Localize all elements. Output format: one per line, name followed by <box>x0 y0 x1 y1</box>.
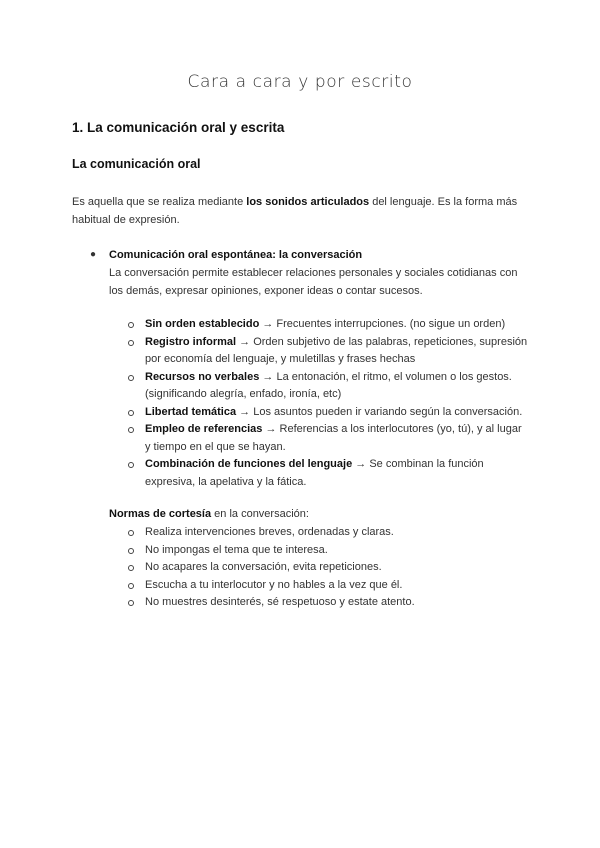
intro-text-pre: Es aquella que se realiza mediante <box>72 196 247 208</box>
list-item <box>90 542 530 560</box>
feature-term: Sin orden establecido <box>145 318 260 330</box>
circle-bullet-icon <box>128 427 134 433</box>
feature-desc: → Los asuntos pueden ir variando según la conversación. <box>236 405 523 418</box>
bullet-dot-icon: ● <box>90 249 97 260</box>
list-item <box>90 334 530 369</box>
intro-text-bold: los sonidos articulados <box>246 196 370 208</box>
circle-bullet-icon <box>128 322 134 328</box>
list-item <box>90 594 530 612</box>
intro-paragraph <box>72 193 530 229</box>
list-item <box>90 316 530 334</box>
bullet-text: La conversación permite establecer relaciones personales y sociales cotidianas con los demás, expresar opiniones, exponer ideas o contar sucesos. <box>109 267 518 297</box>
page-title: Cara a cara y por escrito <box>187 72 413 92</box>
feature-term: Recursos no verbales <box>145 370 260 383</box>
conversation-section <box>90 246 530 491</box>
norm-text: No impongas el tema que te interesa. <box>145 543 328 556</box>
list-item <box>90 456 530 491</box>
intro-text-post: del lenguaje. Es la forma más habitual de expresión. <box>72 196 518 226</box>
section-heading: 1. La comunicación oral y escrita <box>72 120 285 135</box>
circle-bullet-icon <box>128 600 134 606</box>
feature-term: Combinación de funciones del lenguaje <box>145 458 353 470</box>
norms-label-bold: Normas de cortesía <box>109 508 212 520</box>
circle-bullet-icon <box>128 462 134 468</box>
circle-bullet-icon <box>128 548 134 554</box>
circle-bullet-icon <box>128 375 134 381</box>
bullet-item <box>90 246 530 300</box>
bullet-title: Comunicación oral espontánea: la conversación <box>109 249 363 261</box>
feature-desc: → La entonación, el ritmo, el volumen o los gestos. (significando alegría, enfado, ironía, etc) <box>145 370 512 400</box>
list-item <box>90 559 530 577</box>
list-item <box>90 524 530 542</box>
features-list <box>90 316 530 491</box>
feature-term: Registro informal <box>145 335 237 348</box>
feature-desc: → Se combinan la función expresiva, la apelativa y la fática. <box>145 458 484 488</box>
feature-desc: → Referencias a los interlocutores (yo, tú), y al lugar y tiempo en el que se hayan. <box>145 423 522 453</box>
circle-bullet-icon <box>128 410 134 416</box>
norm-text: Realiza intervenciones breves, ordenadas y claras. <box>145 526 394 538</box>
feature-desc: → Frecuentes interrupciones. (no sigue un orden) <box>259 318 506 330</box>
norms-label <box>109 506 529 524</box>
feature-desc: → Orden subjetivo de las palabras, repeticiones, supresión por economía del lenguaje, y muletillas y frases hechas <box>145 335 528 365</box>
norms-label-rest: en la conversación: <box>211 508 309 520</box>
norm-text: No muestres desinterés, sé respetuoso y estate atento. <box>145 596 415 608</box>
norm-text: No acapares la conversación, evita repeticiones. <box>145 561 382 573</box>
circle-bullet-icon <box>128 530 134 536</box>
list-item <box>90 421 530 456</box>
subsection-heading: La comunicación oral <box>72 157 201 171</box>
list-item <box>90 577 530 595</box>
circle-bullet-icon <box>128 583 134 589</box>
norm-text: Escucha a tu interlocutor y no hables a la vez que él. <box>145 578 403 591</box>
feature-term: Empleo de referencias <box>145 423 263 435</box>
list-item <box>90 369 530 404</box>
norms-list <box>90 524 530 612</box>
circle-bullet-icon <box>128 565 134 571</box>
list-item <box>90 404 530 422</box>
circle-bullet-icon <box>128 340 134 346</box>
feature-term: Libertad temática <box>145 405 237 418</box>
